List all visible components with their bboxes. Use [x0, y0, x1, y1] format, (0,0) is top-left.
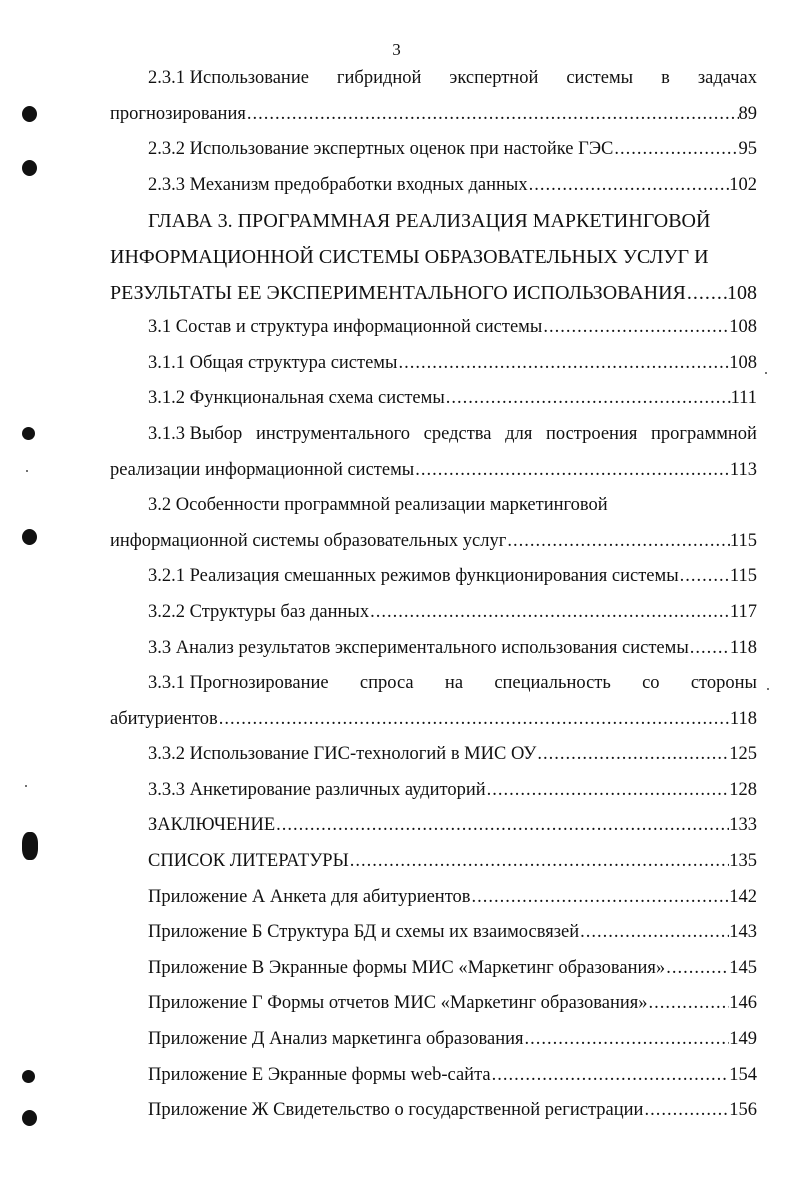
toc-entry — [110, 68, 757, 104]
binding-hole-mark — [22, 427, 35, 440]
toc-word: на — [444, 673, 464, 694]
toc-entry-label: ИНФОРМАЦИОННОЙ СИСТЕМЫ ОБРАЗОВАТЕЛЬНЫХ УСЛУГ И — [110, 245, 709, 268]
dot-leader — [528, 175, 730, 196]
toc-entry-label: информационной системы образовательных услуг — [110, 530, 507, 551]
toc-entry-label: абитуриентов — [110, 708, 218, 729]
toc-entry — [110, 1100, 757, 1136]
toc-word: 2.3.1 Использование — [148, 68, 309, 88]
dot-leader — [542, 317, 729, 338]
toc-entry — [110, 780, 757, 816]
binding-hole-mark — [22, 1110, 37, 1126]
binding-hole-mark — [22, 529, 37, 545]
toc-entry-label: Приложение Б Структура БД и схемы их взаимосвязей — [148, 922, 580, 943]
binding-hole-mark — [22, 160, 37, 176]
toc-page-number: 128 — [729, 779, 757, 800]
toc-word: специальность — [494, 673, 611, 694]
dot-leader — [349, 851, 730, 872]
toc-page-number: 89 — [738, 103, 757, 124]
scan-speck — [767, 688, 769, 690]
dot-leader — [579, 922, 729, 943]
toc-entry-label: Приложение В Экранные формы МИС «Маркетинг образования» — [148, 957, 666, 978]
toc-word: со — [642, 673, 660, 694]
toc-entry-label: 3.3.3 Анкетирование различных аудиторий — [148, 779, 486, 800]
toc-entry-label: 3.3.2 Использование ГИС-технологий в МИС ОУ — [148, 744, 537, 765]
toc-entry — [110, 246, 757, 282]
toc-entry-label: 3.2.2 Структуры баз данных — [148, 601, 370, 622]
dot-leader — [246, 104, 739, 125]
scan-speck — [26, 470, 28, 472]
scan-speck — [765, 372, 767, 374]
toc-page-number: 115 — [729, 566, 757, 587]
toc-entry-label: РЕЗУЛЬТАТЫ ЕЕ ЭКСПЕРИМЕНТАЛЬНОГО ИСПОЛЬЗОВАНИЯ — [110, 281, 686, 304]
toc-page-number: 111 — [730, 388, 757, 409]
dot-leader — [689, 638, 730, 659]
dot-leader — [486, 780, 730, 801]
toc-entry-label: 2.3.3 Механизм предобработки входных данных — [148, 174, 528, 195]
toc-entry-label: 3.1.2 Функциональная схема системы — [148, 388, 445, 409]
toc-entry-label: прогнозирования — [110, 103, 246, 124]
toc-entry — [110, 566, 757, 602]
toc-entry-label: ЗАКЛЮЧЕНИЕ — [148, 815, 276, 836]
toc-entry — [110, 851, 757, 887]
toc-entry — [110, 317, 757, 353]
toc-entry — [110, 424, 757, 460]
dot-leader — [524, 1029, 730, 1050]
dot-leader — [369, 602, 730, 623]
toc-entry — [110, 887, 757, 923]
toc-entry-label: Приложение Д Анализ маркетинга образования — [148, 1029, 524, 1050]
toc-entry — [110, 922, 757, 958]
toc-entry — [110, 602, 757, 638]
dot-leader — [445, 388, 731, 409]
toc-entry — [110, 673, 757, 709]
dot-leader — [506, 531, 730, 552]
dot-leader — [397, 353, 729, 374]
toc-entry-label: Приложение А Анкета для абитуриентов — [148, 886, 471, 907]
dot-leader — [613, 139, 738, 160]
toc-page-number: 156 — [729, 1100, 757, 1121]
toc-entry — [110, 210, 757, 246]
toc-page-number: 113 — [729, 459, 757, 480]
toc-page-number: 117 — [729, 601, 757, 622]
toc-entry-label: ГЛАВА 3. ПРОГРАММНАЯ РЕАЛИЗАЦИЯ МАРКЕТИНГОВОЙ — [148, 210, 711, 233]
table-of-contents — [110, 68, 757, 1136]
toc-word: 3.3.1 Прогнозирование — [148, 673, 329, 694]
toc-page-number: 154 — [729, 1064, 757, 1085]
toc-entry — [110, 1029, 757, 1065]
toc-page-number: 108 — [729, 317, 757, 338]
toc-page-number: 142 — [729, 886, 757, 907]
toc-page-number: 135 — [729, 851, 757, 872]
toc-entry-label: 3.1.1 Общая структура системы — [148, 352, 398, 373]
toc-page-number: 146 — [729, 993, 757, 1014]
toc-word: стороны — [690, 673, 757, 694]
binding-hole-mark — [22, 832, 38, 860]
toc-entry — [110, 139, 757, 175]
toc-entry — [110, 460, 757, 496]
toc-entry-label: 3.1 Состав и структура информационной системы — [148, 317, 543, 338]
toc-word: построения — [545, 423, 638, 444]
toc-page-number: 108 — [727, 281, 757, 304]
dot-leader — [679, 566, 730, 587]
toc-entry — [110, 709, 757, 745]
dot-leader — [648, 993, 730, 1014]
toc-word: средства — [423, 423, 492, 444]
toc-entry-label: 2.3.2 Использование экспертных оценок при настойке ГЭС — [148, 139, 614, 160]
dot-leader — [643, 1100, 729, 1121]
toc-page-number: 133 — [729, 815, 757, 836]
toc-word: программной — [651, 423, 757, 444]
toc-entry — [110, 1065, 757, 1101]
binding-hole-mark — [22, 106, 37, 122]
dot-leader — [218, 709, 730, 730]
dot-leader — [275, 815, 729, 836]
toc-entry — [110, 353, 757, 389]
toc-entry — [110, 958, 757, 994]
toc-entry-label: 3.3 Анализ результатов экспериментального использования системы — [148, 637, 689, 658]
toc-entry-label: Приложение Г Формы отчетов МИС «Маркетинг образования» — [148, 993, 648, 1014]
page-number: 3 — [392, 40, 401, 59]
toc-entry — [110, 175, 757, 211]
toc-word: инструментального — [255, 423, 411, 444]
toc-page-number: 115 — [729, 530, 757, 551]
toc-entry-label: 3.2 Особенности программной реализации маркетинговой — [148, 495, 608, 516]
toc-entry-label: СПИСОК ЛИТЕРАТУРЫ — [148, 851, 349, 872]
toc-word: в — [661, 68, 670, 88]
toc-entry — [110, 815, 757, 851]
dot-leader — [665, 958, 729, 979]
toc-word: 3.1.3 Выбор — [148, 423, 243, 444]
toc-entry — [110, 388, 757, 424]
binding-hole-mark — [22, 1070, 35, 1083]
toc-entry-label: Приложение Е Экранные формы web-сайта — [148, 1064, 491, 1085]
dot-leader — [686, 282, 727, 305]
toc-page-number: 143 — [729, 922, 757, 943]
dot-leader — [414, 460, 730, 481]
toc-entry-label: 3.2.1 Реализация смешанных режимов функционирования системы — [148, 566, 679, 587]
toc-page-number: 149 — [729, 1029, 757, 1050]
toc-page-number: 95 — [738, 139, 757, 160]
toc-entry — [110, 993, 757, 1029]
toc-word: задачах — [697, 68, 757, 88]
toc-word: для — [505, 423, 533, 444]
toc-page-number: 125 — [729, 744, 757, 765]
toc-entry — [110, 282, 757, 318]
toc-entry — [110, 638, 757, 674]
toc-entry — [110, 495, 757, 531]
dot-leader — [471, 887, 730, 908]
toc-word: системы — [566, 68, 634, 88]
toc-entry-label: Приложение Ж Свидетельство о государственной регистрации — [148, 1100, 644, 1121]
toc-page-number: 118 — [729, 708, 757, 729]
scan-speck — [25, 785, 27, 787]
toc-page-number: 102 — [729, 174, 757, 195]
toc-entry — [110, 104, 757, 140]
toc-entry-label: реализации информационной системы — [110, 459, 415, 480]
dot-leader — [536, 744, 729, 765]
toc-word: экспертной — [449, 68, 539, 88]
toc-entry — [110, 744, 757, 780]
toc-page-number: 118 — [729, 637, 757, 658]
toc-word: спроса — [359, 673, 414, 694]
toc-entry — [110, 531, 757, 567]
toc-page-number: 145 — [729, 957, 757, 978]
toc-word: гибридной — [336, 68, 422, 88]
dot-leader — [491, 1065, 730, 1086]
toc-page-number: 108 — [729, 352, 757, 373]
